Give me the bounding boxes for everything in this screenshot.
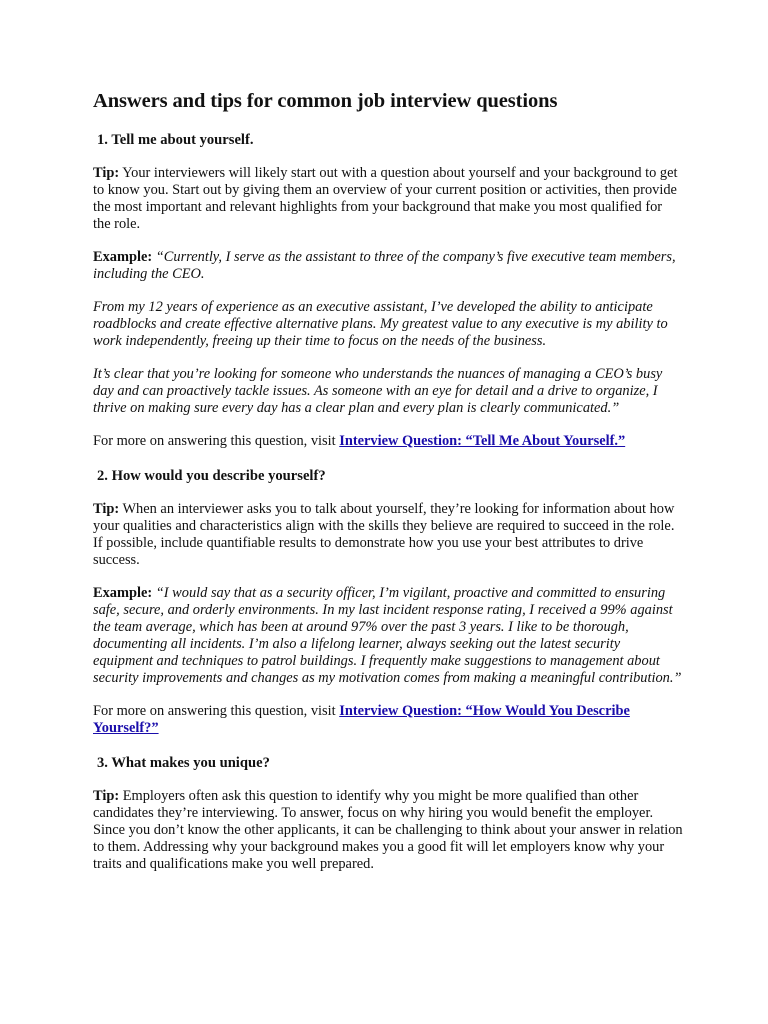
more-info-prefix: For more on answering this question, visit (93, 433, 340, 449)
tip-label: Tip: (93, 165, 120, 181)
section-heading: 1. Tell me about yourself. (97, 132, 254, 148)
more-info-paragraph (93, 433, 683, 450)
example-paragraph (93, 249, 683, 283)
example-paragraph (93, 585, 683, 687)
example-continuation: It’s clear that you’re looking for someone who understands the nuances of managing a CEO’s busy day and can proactively tackle issues. As someone with an eye for detail and a drive to organize, I thrive on making sure every day has a clear plan and every plan is clearly communicated.” (93, 366, 663, 416)
section-what-makes-you-unique (93, 754, 683, 873)
tip-label: Tip: (93, 788, 120, 804)
example-label: Example: (93, 585, 153, 601)
tell-me-about-yourself-link[interactable]: Interview Question: “Tell Me About Yourself.” (339, 433, 626, 449)
section-heading: 3. What makes you unique? (97, 755, 270, 771)
tip-paragraph (93, 165, 683, 233)
example-text: “Currently, I serve as the assistant to three of the company’s five executive team members, including the CEO. (93, 249, 676, 282)
section-describe-yourself (93, 467, 683, 737)
tip-paragraph (93, 788, 683, 873)
tip-text: Employers often ask this question to identify why you might be more qualified than other candidates they’re interviewing. To answer, focus on why hiring you would benefit the employer. Since you don’t know the other applicants, it can be challenging to think about your answer in relation to them. Addressing why your background makes you a good fit will let employers know why your traits and qualifications make you well prepared. (93, 788, 683, 872)
document-page (93, 88, 683, 889)
section-tell-me-about-yourself (93, 131, 683, 450)
section-heading: 2. How would you describe yourself? (97, 468, 326, 484)
tip-text: When an interviewer asks you to talk about yourself, they’re looking for information about how your qualities and characteristics align with the skills they believe are required to succeed in the role. If possible, include quantifiable results to demonstrate how you use your best attributes to drive success. (93, 501, 675, 568)
describe-yourself-link[interactable]: Interview Question: “How Would You Describe Yourself?” (93, 703, 630, 736)
tip-label: Tip: (93, 501, 120, 517)
tip-paragraph (93, 501, 683, 569)
example-label: Example: (93, 249, 153, 265)
example-text: “I would say that as a security officer, I’m vigilant, proactive and committed to ensuring safe, secure, and orderly environments. In my last incident response rating, I received a 99% against the team average, which has been at around 97% over the past 3 years. I like to be thorough, documenting all incidents. I’m also a lifelong learner, always seeking out the latest security equipment and techniques to patrol buildings. I frequently make suggestions to management about security improvements and changes as my motivation comes from making a meaningful contribution.” (93, 585, 682, 686)
more-info-paragraph (93, 703, 683, 737)
page-title: Answers and tips for common job interview questions (93, 90, 558, 112)
example-continuation: From my 12 years of experience as an executive assistant, I’ve developed the ability to anticipate roadblocks and create effective alternative plans. My greatest value to any executive is my ability to work independently, freeing up their time to focus on the needs of the business. (93, 299, 668, 349)
more-info-prefix: For more on answering this question, visit (93, 703, 340, 719)
tip-text: Your interviewers will likely start out with a question about yourself and your background to get to know you. Start out by giving them an overview of your current position or activities, then provide the most important and relevant highlights from your background that make you most qualified for the role. (93, 165, 678, 232)
